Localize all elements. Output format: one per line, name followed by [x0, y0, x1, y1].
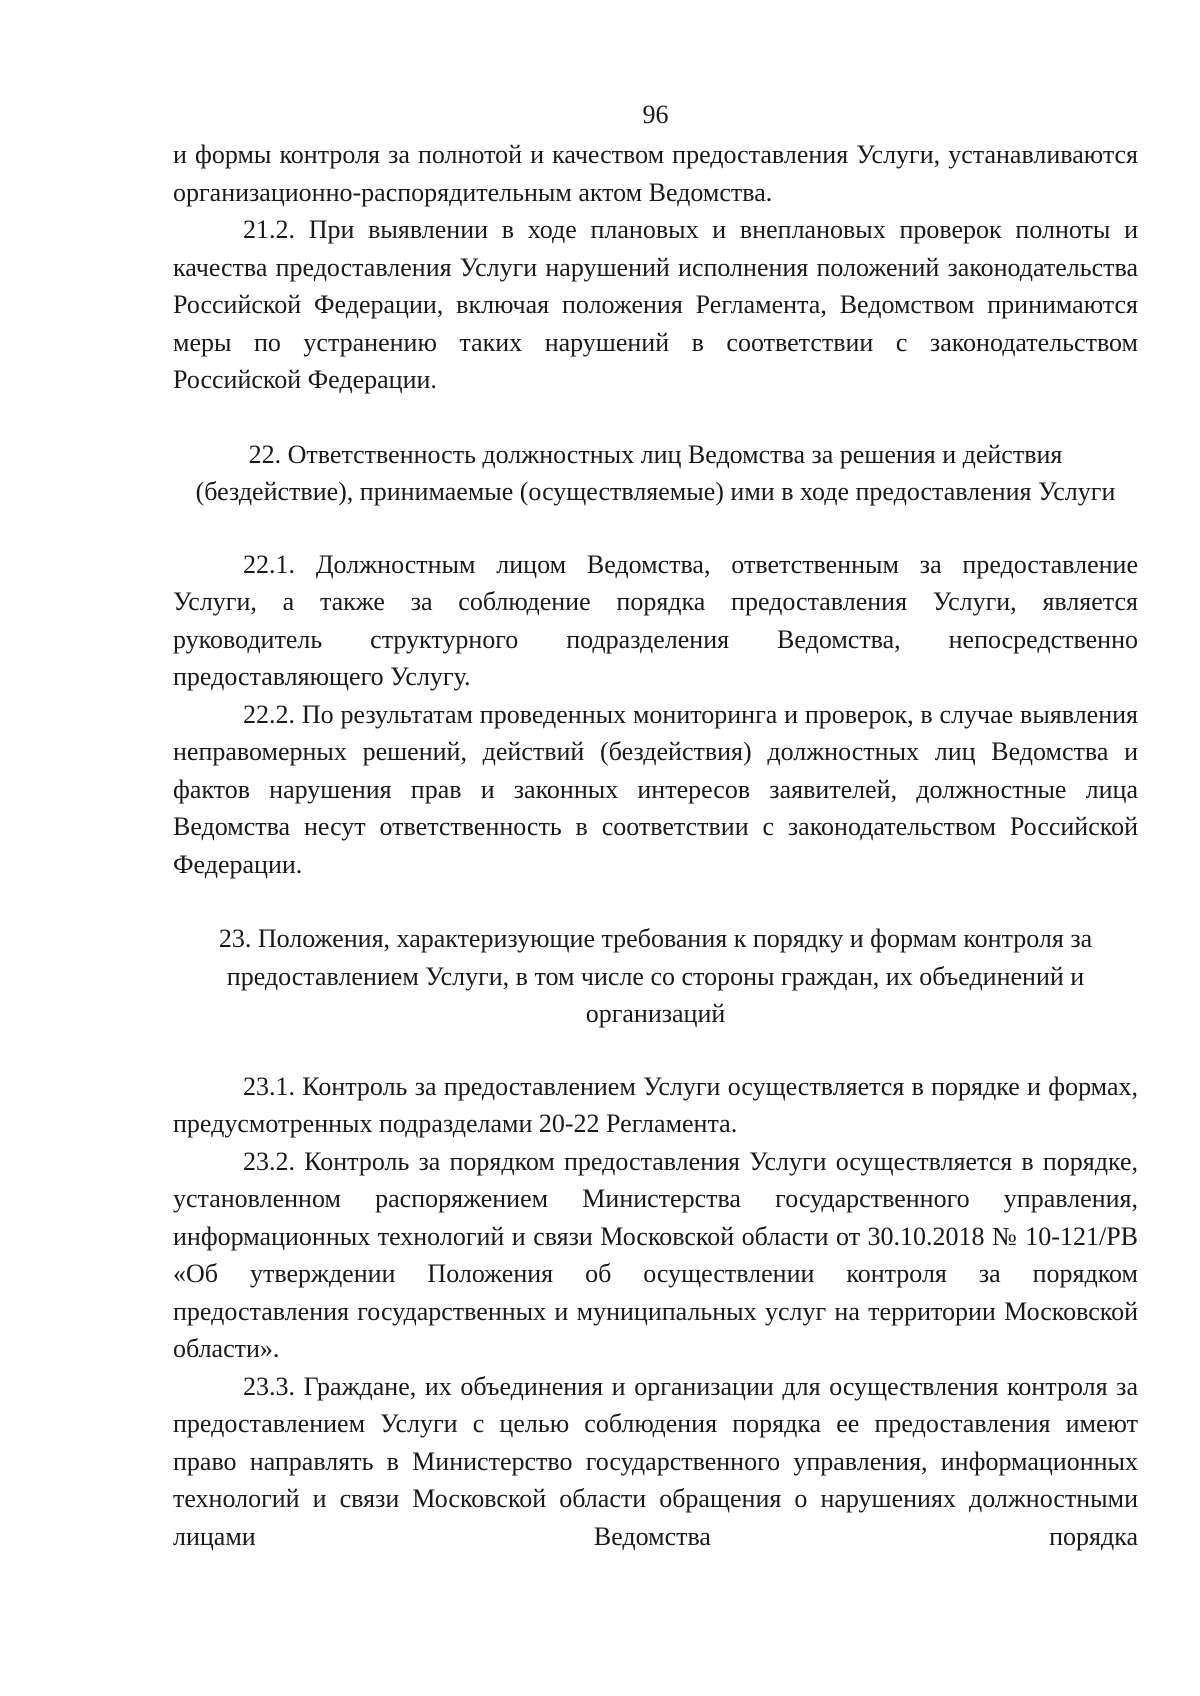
paragraph-23-3: 23.3. Граждане, их объединения и организации для осуществления контроля за предоставлением Услуги с целью соблюдения порядка ее предоставления имеют право направлять в Министерство государственного управления, информационных технологий и связи Московской области обращения о нарушениях должностными лицами Ведомства порядка	[173, 1371, 1138, 1551]
document-page	[173, 100, 1138, 1555]
paragraph-23-1: 23.1. Контроль за предоставлением Услуги осуществляется в порядке и формах, предусмотренных подразделами 20-22 Регламента.	[173, 1071, 1138, 1138]
section-heading-22: 22. Ответственность должностных лиц Ведомства за решения и действия (бездействие), принимаемые (осуществляемые) ими в ходе предоставления Услуги	[195, 439, 1116, 506]
spacer	[173, 883, 1138, 920]
spacer	[173, 399, 1138, 436]
paragraph-continuation: и формы контроля за полнотой и качеством предоставления Услуги, устанавливаются организационно-распорядительным актом Ведомства.	[173, 140, 1138, 207]
paragraph-21-2: 21.2. При выявлении в ходе плановых и внеплановых проверок полноты и качества предоставления Услуги нарушений исполнения положений законодательства Российской Федерации, включая положения Регламента, Ведомством принимаются меры по устранению таких нарушений в соответствии с законодательством Российской Федерации.	[173, 215, 1138, 394]
section-heading-23: 23. Положения, характеризующие требования к порядку и формам контроля за предоставлением Услуги, в том числе со стороны граждан, их объединений и организаций	[218, 924, 1093, 1028]
spacer	[173, 511, 1138, 546]
spacer	[173, 1033, 1138, 1068]
page-number: 96	[642, 100, 669, 129]
paragraph-23-2: 23.2. Контроль за порядком предоставления Услуги осуществляется в порядке, установленном распоряжением Министерства государственного управления, информационных технологий и связи Московской области от 30.10.2018 № 10-121/РВ «Об утверждении Положения об осуществлении контроля за порядком предоставления государственных и муниципальных услуг на территории Московской области».	[173, 1146, 1138, 1363]
paragraph-22-1: 22.1. Должностным лицом Ведомства, ответственным за предоставление Услуги, а также за соблюдение порядка предоставления Услуги, является руководитель структурного подразделения Ведомства, непосредственно предоставляющего Услугу.	[173, 549, 1138, 691]
paragraph-22-2: 22.2. По результатам проведенных мониторинга и проверок, в случае выявления неправомерных решений, действий (бездействия) должностных лиц Ведомства и фактов нарушения прав и законных интересов заявителей, должностные лица Ведомства несут ответственность в соответствии с законодательством Российской Федерации.	[173, 699, 1138, 879]
